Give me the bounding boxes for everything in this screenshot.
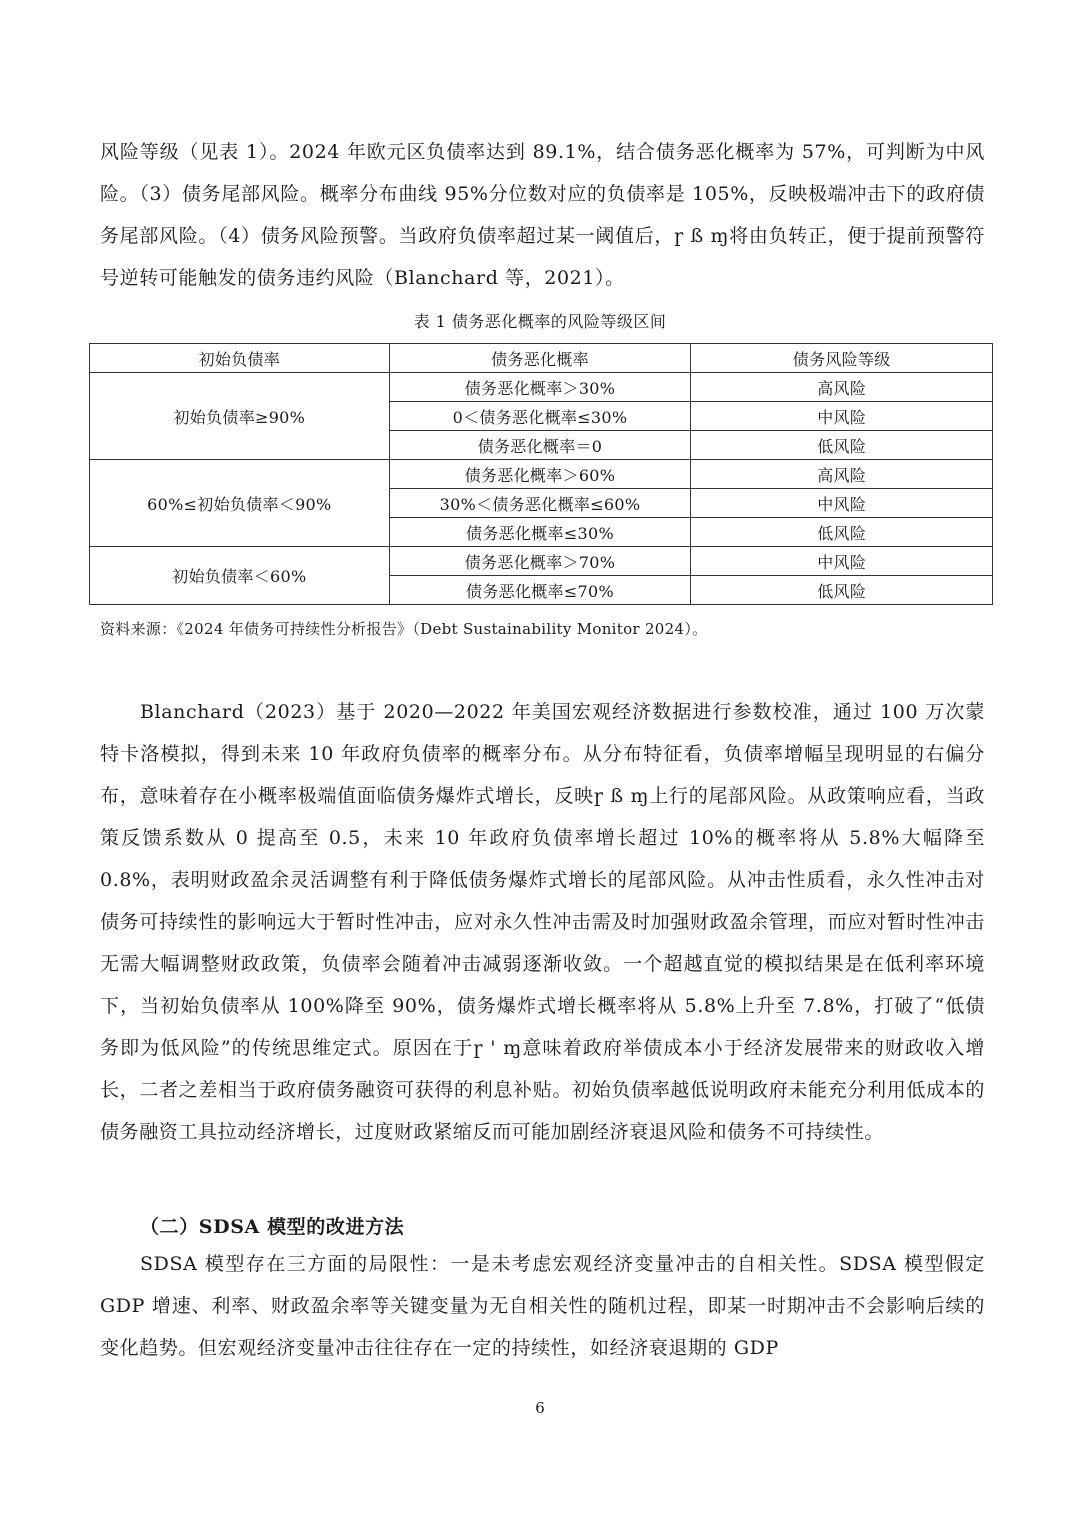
risk-level-cell: 中风险 [691,547,993,576]
table-row [90,547,993,576]
group-initial-ratio: 初始负债率≥90% [90,373,390,460]
header-initial-debt-ratio: 初始负债率 [90,344,390,373]
table-caption: 表 1 债务恶化概率的风险等级区间 [413,312,667,331]
risk-level-cell: 高风险 [691,460,993,489]
probability-cell: 债务恶化概率＞60% [389,460,691,489]
page-number: 6 [535,1399,545,1417]
paragraph-blanchard-simulation: Blanchard（2023）基于 2020—2022 年美国宏观经济数据进行参数校准，通过 100 万次蒙特卡洛模拟，得到未来 10 年政府负债率的概率分布。从分布特征看，负债率增幅呈现明显的右偏分布，意味着存在小概率极端值面临债务爆炸式增长，反映ɼ ß ɱ上行的尾部风险。从政策响应看，当政策反馈系数从 0 提高至 0.5，未来 10 年政府负债率增长超过 10%的概率将从 5.8%大幅降至 0.8%，表明财政盈余灵活调整有利于降低债务爆炸式增长的尾部风险。从冲击性质看，永久性冲击对债务可持续性的影响远大于暂时性冲击，应对永久性冲击需及时加强财政盈余管理，而应对暂时性冲击无需大幅调整财政政策，负债率会随着冲击减弱逐渐收敛。一个超越直觉的模拟结果是在低利率环境下，当初始负债率从 100%降至 90%，债务爆炸式增长概率将从 5.8%上升至 7.8%，打破了“低债务即为低风险”的传统思维定式。原因在于ɼ ' ɱ意味着政府举债成本小于经济发展带来的财政收入增长，二者之差相当于政府债务融资可获得的利息补贴。初始负债率越低说明政府未能充分利用低成本的债务融资工具拉动经济增长，过度财政紧缩反而可能加剧经济衰退风险和债务不可持续性。 [100,701,985,1143]
paragraph-risk-levels: 风险等级（见表 1）。2024 年欧元区负债率达到 89.1%，结合债务恶化概率为 57%，可判断为中风险。（3）债务尾部风险。概率分布曲线 95%分位数对应的负债率是 105%，反映极端冲击下的政府债务尾部风险。（4）债务风险预警。当政府负债率超过某一阈值后，ɼ ß ɱ将由负转正，便于提前预警符号逆转可能触发的债务违约风险（Blanchard 等，2021）。 [100,141,985,289]
probability-cell: 债务恶化概率＞70% [389,547,691,576]
group-initial-ratio: 60%≤初始负债率＜90% [90,460,390,547]
table-row [90,460,993,489]
risk-level-table [89,343,993,605]
risk-level-cell: 高风险 [691,373,993,402]
risk-level-cell: 低风险 [691,518,993,547]
group-initial-ratio: 初始负债率＜60% [90,547,390,605]
risk-level-cell: 中风险 [691,489,993,518]
header-deterioration-probability: 债务恶化概率 [389,344,691,373]
probability-cell: 债务恶化概率＝0 [389,431,691,460]
probability-cell: 债务恶化概率≤30% [389,518,691,547]
risk-level-cell: 中风险 [691,402,993,431]
section-heading: （二）SDSA 模型的改进方法 [140,1216,405,1238]
probability-cell: 0＜债务恶化概率≤30% [389,402,691,431]
table-row [90,373,993,402]
paragraph-sdsa-limitations: SDSA 模型存在三方面的局限性：一是未考虑宏观经济变量冲击的自相关性。SDSA 模型假定 GDP 增速、利率、财政盈余率等关键变量为无自相关性的随机过程，即某一时期冲击不会影响后续的变化趋势。但宏观经济变量冲击往往存在一定的持续性，如经济衰退期的 GDP [100,1253,985,1359]
table-source-note: 资料来源：《2024 年债务可持续性分析报告》（Debt Sustainability Monitor 2024）。 [100,620,708,638]
probability-cell: 债务恶化概率＞30% [389,373,691,402]
probability-cell: 30%＜债务恶化概率≤60% [389,489,691,518]
table-header-row [90,344,993,373]
probability-cell: 债务恶化概率≤70% [389,576,691,605]
risk-level-cell: 低风险 [691,431,993,460]
risk-level-cell: 低风险 [691,576,993,605]
header-risk-level: 债务风险等级 [691,344,993,373]
